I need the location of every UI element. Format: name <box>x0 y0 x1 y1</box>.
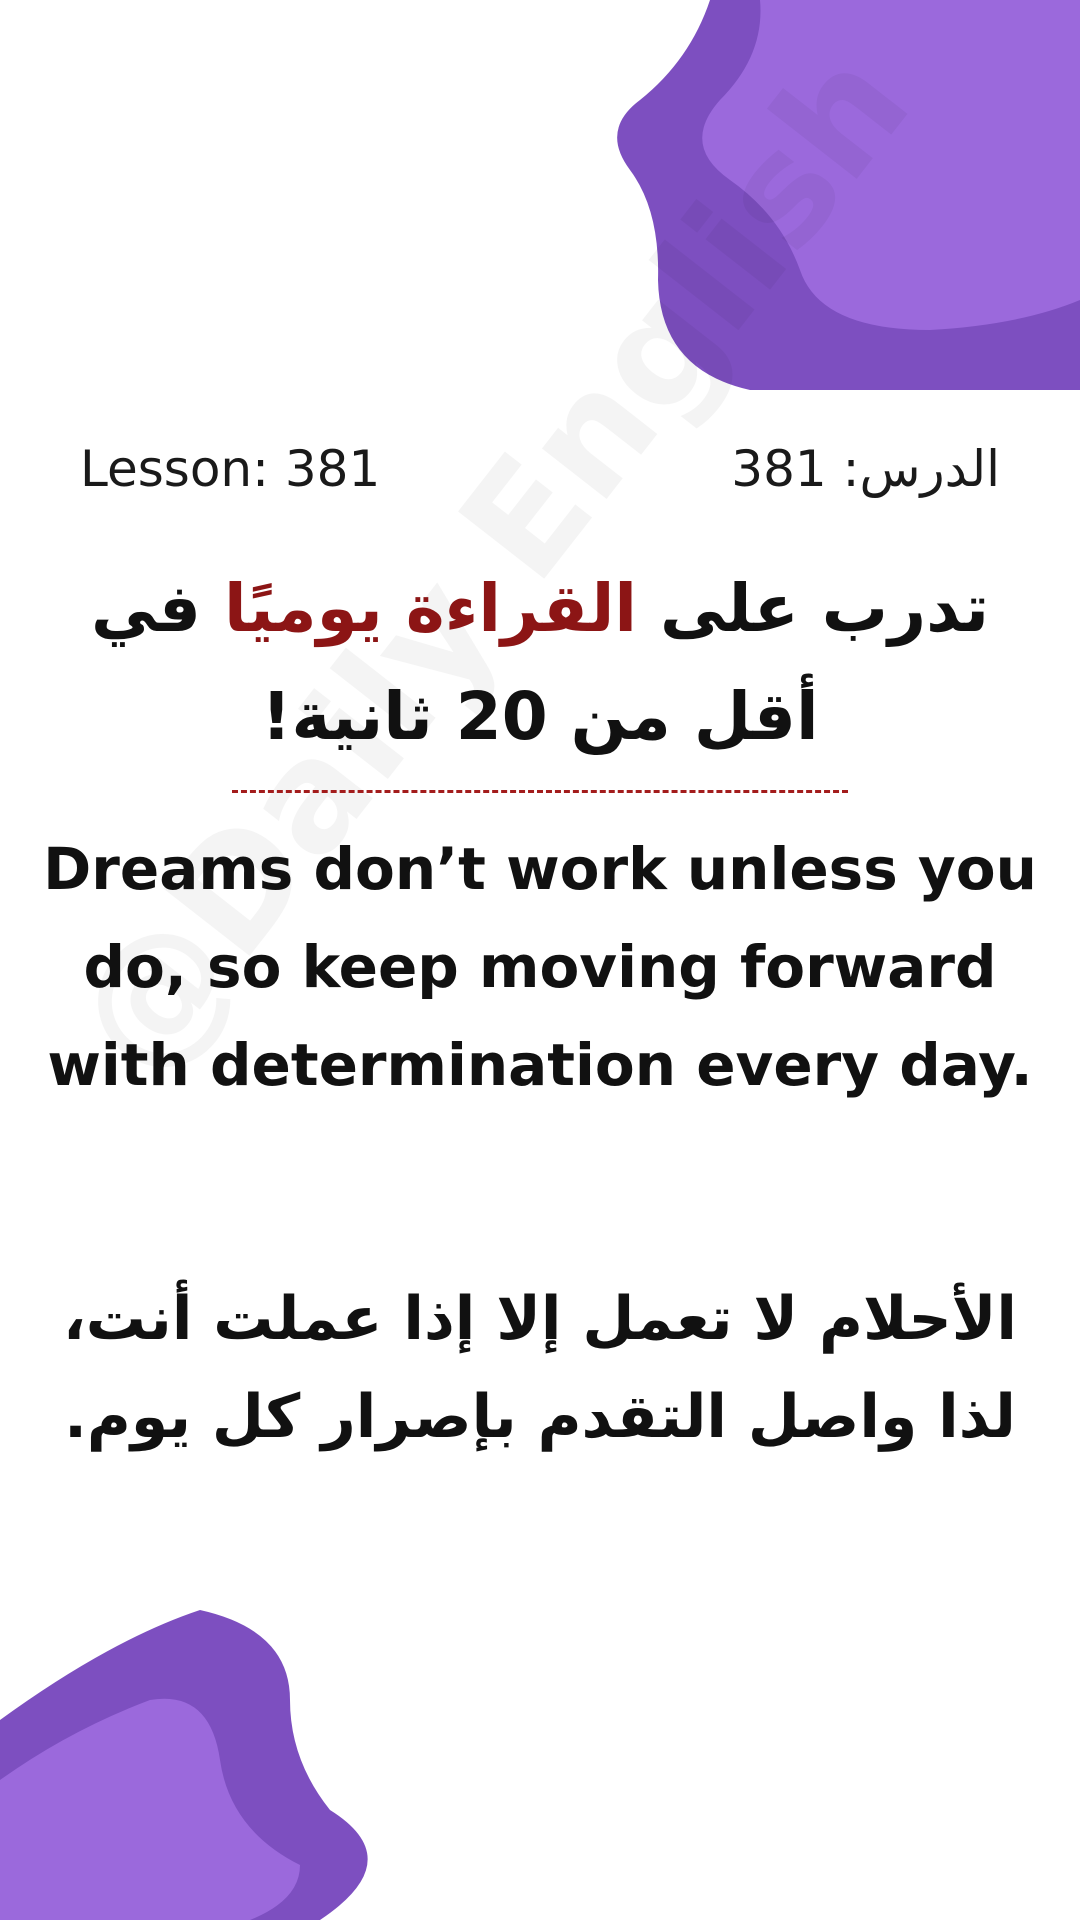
quote-arabic-line-1: الأحلام لا تعمل إلا إذا عملت أنت، <box>63 1284 1017 1354</box>
headline-line-2: أقل من 20 ثانية! <box>261 678 819 755</box>
headline <box>50 555 1030 771</box>
headline-highlight: القراءة يوميًا <box>223 570 637 647</box>
decorative-blob-top <box>600 0 1080 390</box>
headline-text-end: في <box>91 570 224 647</box>
lesson-number-row <box>80 440 1000 510</box>
lesson-label-arabic: الدرس: 381 <box>731 440 1000 498</box>
quote-arabic <box>40 1270 1040 1466</box>
quote-english: Dreams don’t work unless you do, so keep moving forward with determination every day. <box>43 835 1037 1099</box>
decorative-blob-bottom <box>0 1610 420 1920</box>
lesson-label-english: Lesson: 381 <box>80 440 381 498</box>
dashed-divider <box>232 790 848 793</box>
headline-text-start: تدرب على <box>637 570 989 647</box>
quote-arabic-line-2: لذا واصل التقدم بإصرار كل يوم. <box>64 1382 1016 1452</box>
